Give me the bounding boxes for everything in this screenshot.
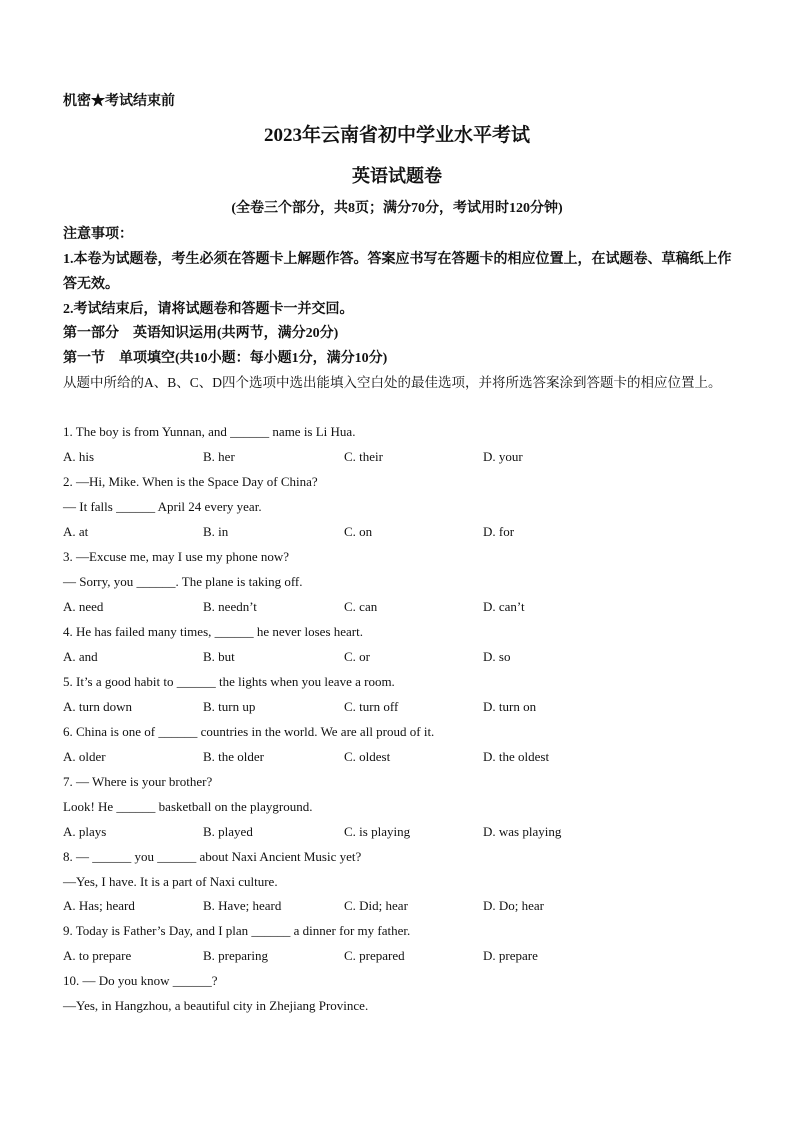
option-d: D. was playing bbox=[483, 824, 562, 839]
question-2-line-2: — It falls ______ April 24 every year. bbox=[63, 499, 262, 514]
option-b: B. turn up bbox=[203, 699, 256, 714]
option-a: A. to prepare bbox=[63, 948, 132, 963]
option-d: D. the oldest bbox=[483, 749, 550, 764]
question-8-stem: 8. — ______ you ______ about Naxi Ancient Music yet? bbox=[63, 849, 362, 864]
option-c: C. Did; hear bbox=[344, 898, 408, 913]
question-10-stem: 10. — Do you know ______? bbox=[63, 973, 218, 988]
question-5-options bbox=[63, 699, 743, 719]
exam-title: 2023年云南省初中学业水平考试 bbox=[263, 125, 530, 146]
option-b: B. needn’t bbox=[203, 599, 257, 614]
option-b: B. played bbox=[203, 824, 253, 839]
option-c: C. prepared bbox=[344, 948, 405, 963]
option-a: A. his bbox=[63, 449, 95, 464]
option-a: A. Has; heard bbox=[63, 898, 135, 913]
option-a: A. plays bbox=[63, 824, 107, 839]
part1-title: 第一部分 英语知识运用(共两节，满分20分) bbox=[63, 326, 339, 341]
option-d: D. your bbox=[483, 449, 523, 464]
question-8-line-2: —Yes, I have. It is a part of Naxi culture. bbox=[63, 874, 278, 889]
option-d: D. Do; hear bbox=[483, 898, 545, 913]
option-d: D. prepare bbox=[483, 948, 538, 963]
option-d: D. turn on bbox=[483, 699, 537, 714]
section1-instruction: 从题中所给的A、B、C、D四个选项中选出能填入空白处的最佳选项，并将所选答案涂到答题卡的相应位置上。 bbox=[63, 375, 722, 390]
question-2-stem: 2. —Hi, Mike. When is the Space Day of China? bbox=[63, 474, 318, 489]
question-1-stem: 1. The boy is from Yunnan, and ______ name is Li Hua. bbox=[63, 424, 356, 439]
question-3-stem: 3. —Excuse me, may I use my phone now? bbox=[63, 549, 290, 564]
question-6-stem: 6. China is one of ______ countries in the world. We are all proud of it. bbox=[63, 724, 435, 739]
option-c: C. oldest bbox=[344, 749, 391, 764]
notes-block bbox=[63, 222, 743, 322]
question-4-stem: 4. He has failed many times, ______ he never loses heart. bbox=[63, 624, 363, 639]
question-2-options bbox=[63, 524, 743, 544]
notes-item-2: 2.考试结束后，请将试题卷和答题卡一并交回。 bbox=[63, 302, 354, 317]
option-a: A. turn down bbox=[63, 699, 132, 714]
notes-heading: 注意事项： bbox=[63, 227, 133, 242]
question-9-stem: 9. Today is Father’s Day, and I plan ______ a dinner for my father. bbox=[63, 923, 411, 938]
question-7-options bbox=[63, 824, 743, 844]
option-c: C. on bbox=[344, 524, 373, 539]
option-c: C. or bbox=[344, 649, 370, 664]
option-d: D. so bbox=[483, 649, 511, 664]
question-9-options bbox=[63, 948, 743, 968]
section1-title: 第一节 单项填空(共10小题：每小题1分，满分10分) bbox=[63, 351, 388, 366]
option-b: B. in bbox=[203, 524, 229, 539]
paper-info: (全卷三个部分，共8页；满分70分，考试用时120分钟) bbox=[231, 201, 563, 216]
option-d: D. can’t bbox=[483, 599, 525, 614]
option-c: C. can bbox=[344, 599, 378, 614]
option-c: C. is playing bbox=[344, 824, 411, 839]
question-3-options bbox=[63, 599, 743, 619]
question-3-line-2: — Sorry, you ______. The plane is taking off. bbox=[63, 574, 303, 589]
option-a: A. need bbox=[63, 599, 104, 614]
question-7-line-2: Look! He ______ basketball on the playground. bbox=[63, 799, 313, 814]
option-b: B. preparing bbox=[203, 948, 268, 963]
option-b: B. the older bbox=[203, 749, 265, 764]
confidential-label: 机密★考试结束前 bbox=[63, 94, 175, 109]
option-b: B. Have; heard bbox=[203, 898, 282, 913]
option-d: D. for bbox=[483, 524, 515, 539]
question-10-line-2: —Yes, in Hangzhou, a beautiful city in Zhejiang Province. bbox=[63, 998, 369, 1013]
paper-subtitle: 英语试题卷 bbox=[352, 166, 442, 186]
question-6-options bbox=[63, 749, 743, 769]
option-c: C. their bbox=[344, 449, 383, 464]
notes-item-1: 1.本卷为试题卷，考生必须在答题卡上解题作答。答案应书写在答题卡的相应位置上，在试题卷、草稿纸上作答无效。 bbox=[63, 252, 732, 292]
option-b: B. but bbox=[203, 649, 235, 664]
option-a: A. and bbox=[63, 649, 98, 664]
question-8-options bbox=[63, 898, 743, 918]
option-b: B. her bbox=[203, 449, 235, 464]
option-a: A. at bbox=[63, 524, 89, 539]
question-1-options bbox=[63, 449, 743, 469]
question-7-stem: 7. — Where is your brother? bbox=[63, 774, 213, 789]
question-4-options bbox=[63, 649, 743, 669]
option-c: C. turn off bbox=[344, 699, 399, 714]
option-a: A. older bbox=[63, 749, 106, 764]
question-5-stem: 5. It’s a good habit to ______ the lights when you leave a room. bbox=[63, 674, 395, 689]
